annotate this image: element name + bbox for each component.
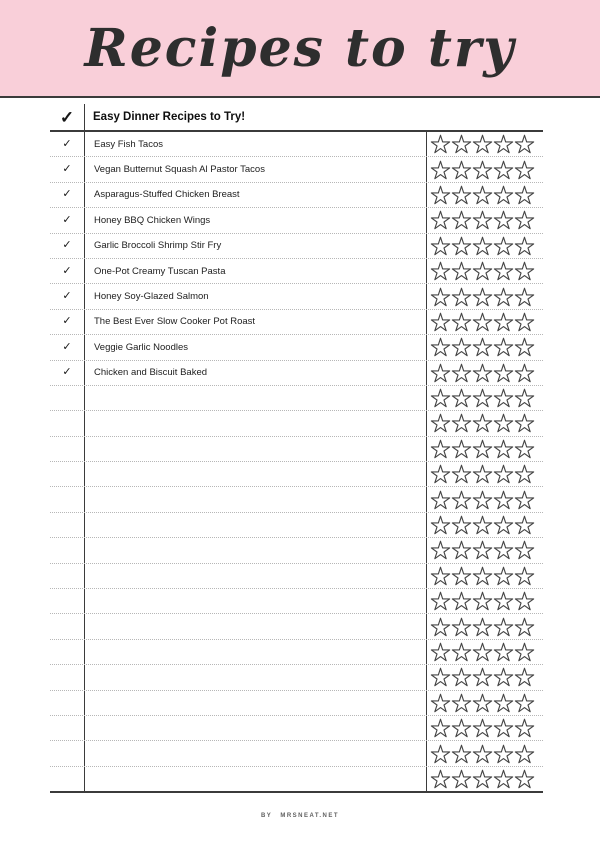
row-check-cell: [50, 538, 85, 562]
star-icon: [514, 616, 535, 638]
table-row: [50, 564, 543, 589]
star-icon: [430, 717, 451, 739]
row-check-cell: [50, 437, 85, 461]
table-header-title: Easy Dinner Recipes to Try!: [93, 111, 246, 123]
star-icon: [451, 616, 472, 638]
rating-stars: [427, 132, 543, 156]
row-check-cell: [50, 234, 85, 258]
recipe-name: [85, 665, 427, 689]
star-icon: [472, 692, 493, 714]
table-row: [50, 640, 543, 665]
star-icon: [451, 362, 472, 384]
recipe-name: [85, 767, 427, 791]
star-icon: [493, 209, 514, 231]
rating-stars: [427, 157, 543, 181]
rating-stars: [427, 767, 543, 791]
star-icon: [514, 489, 535, 511]
rating-stars: [427, 538, 543, 562]
star-icon: [451, 565, 472, 587]
recipe-name: [85, 386, 427, 410]
star-icon: [493, 159, 514, 181]
star-icon: [472, 133, 493, 155]
table-row: [50, 335, 543, 360]
star-icon: [514, 463, 535, 485]
star-icon: [514, 260, 535, 282]
star-icon: [430, 692, 451, 714]
row-check-cell: [50, 259, 85, 283]
footer-credit: BY MRSNEAT.NET: [260, 813, 340, 819]
star-icon: [430, 362, 451, 384]
star-icon: [451, 539, 472, 561]
table-row: [50, 284, 543, 309]
table-row: [50, 614, 543, 639]
star-icon: [514, 565, 535, 587]
star-icon: [451, 692, 472, 714]
table-row: [50, 767, 543, 791]
checkmark-icon: ✓: [62, 290, 72, 303]
recipe-name: Garlic Broccoli Shrimp Stir Fry: [85, 234, 427, 258]
row-check-cell: [50, 640, 85, 664]
recipe-name: Honey Soy-Glazed Salmon: [85, 284, 427, 308]
row-check-cell: [50, 462, 85, 486]
checkmark-icon: ✓: [59, 107, 75, 127]
star-icon: [514, 133, 535, 155]
star-icon: [430, 336, 451, 358]
table-body: [50, 132, 543, 793]
recipe-name: [85, 437, 427, 461]
row-check-cell: [50, 411, 85, 435]
star-icon: [430, 489, 451, 511]
rating-stars: [427, 716, 543, 740]
table-row: [50, 361, 543, 386]
star-icon: [472, 235, 493, 257]
recipe-name: Vegan Butternut Squash Al Pastor Tacos: [85, 157, 427, 181]
star-icon: [514, 438, 535, 460]
rating-stars: [427, 386, 543, 410]
rating-stars: [427, 513, 543, 537]
table-row: [50, 310, 543, 335]
table-row: [50, 208, 543, 233]
table-row: [50, 589, 543, 614]
row-check-cell: [50, 691, 85, 715]
star-icon: [493, 336, 514, 358]
star-icon: [451, 489, 472, 511]
recipe-name: [85, 741, 427, 765]
star-icon: [493, 235, 514, 257]
star-icon: [430, 184, 451, 206]
row-check-cell: [50, 284, 85, 308]
star-icon: [472, 260, 493, 282]
table-row: [50, 741, 543, 766]
star-icon: [472, 311, 493, 333]
row-check-cell: [50, 665, 85, 689]
star-icon: [451, 286, 472, 308]
table-row: [50, 665, 543, 690]
star-icon: [430, 311, 451, 333]
star-icon: [472, 743, 493, 765]
star-icon: [493, 692, 514, 714]
recipe-name: One-Pot Creamy Tuscan Pasta: [85, 259, 427, 283]
star-icon: [514, 590, 535, 612]
star-icon: [430, 565, 451, 587]
star-icon: [451, 184, 472, 206]
rating-stars: [427, 208, 543, 232]
table-row: [50, 513, 543, 538]
recipe-name: Easy Fish Tacos: [85, 132, 427, 156]
checkmark-icon: ✓: [62, 264, 72, 277]
star-icon: [472, 768, 493, 790]
star-icon: [514, 539, 535, 561]
star-icon: [472, 336, 493, 358]
row-check-cell: [50, 335, 85, 359]
star-icon: [430, 412, 451, 434]
rating-stars: [427, 614, 543, 638]
star-icon: [451, 768, 472, 790]
star-icon: [493, 641, 514, 663]
recipe-name: Veggie Garlic Noodles: [85, 335, 427, 359]
star-icon: [451, 514, 472, 536]
star-icon: [493, 133, 514, 155]
star-icon: [472, 489, 493, 511]
star-icon: [472, 438, 493, 460]
rating-stars: [427, 691, 543, 715]
recipe-name: Chicken and Biscuit Baked: [85, 361, 427, 385]
star-icon: [493, 565, 514, 587]
recipe-name: [85, 564, 427, 588]
recipe-name: Asparagus-Stuffed Chicken Breast: [85, 183, 427, 207]
table-row: [50, 157, 543, 182]
row-check-cell: [50, 564, 85, 588]
star-icon: [430, 286, 451, 308]
rating-stars: [427, 310, 543, 334]
star-icon: [514, 387, 535, 409]
star-icon: [493, 539, 514, 561]
star-icon: [451, 159, 472, 181]
checkmark-icon: ✓: [62, 315, 72, 328]
star-icon: [514, 209, 535, 231]
star-icon: [430, 159, 451, 181]
star-icon: [493, 412, 514, 434]
star-icon: [472, 539, 493, 561]
star-icon: [430, 768, 451, 790]
star-icon: [451, 463, 472, 485]
star-icon: [430, 539, 451, 561]
recipe-name: [85, 487, 427, 511]
star-icon: [514, 514, 535, 536]
star-icon: [493, 743, 514, 765]
star-icon: [493, 717, 514, 739]
star-icon: [514, 184, 535, 206]
star-icon: [451, 666, 472, 688]
checkmark-icon: ✓: [62, 163, 72, 176]
star-icon: [451, 743, 472, 765]
star-icon: [514, 311, 535, 333]
star-icon: [514, 717, 535, 739]
table-row: [50, 259, 543, 284]
row-check-cell: [50, 183, 85, 207]
star-icon: [430, 590, 451, 612]
row-check-cell: [50, 208, 85, 232]
row-check-cell: [50, 614, 85, 638]
rating-stars: [427, 487, 543, 511]
recipe-name: [85, 513, 427, 537]
star-icon: [430, 514, 451, 536]
checkmark-icon: ✓: [62, 137, 72, 150]
star-icon: [430, 743, 451, 765]
rating-stars: [427, 665, 543, 689]
row-check-cell: [50, 132, 85, 156]
star-icon: [493, 489, 514, 511]
checkmark-icon: ✓: [62, 188, 72, 201]
rating-stars: [427, 741, 543, 765]
table-row: [50, 538, 543, 563]
table-row: [50, 411, 543, 436]
table-row: [50, 183, 543, 208]
star-icon: [451, 209, 472, 231]
rating-stars: [427, 234, 543, 258]
star-icon: [493, 286, 514, 308]
star-icon: [472, 641, 493, 663]
row-check-cell: [50, 361, 85, 385]
rating-stars: [427, 335, 543, 359]
star-icon: [430, 260, 451, 282]
row-check-cell: [50, 741, 85, 765]
recipe-name: [85, 691, 427, 715]
star-icon: [514, 235, 535, 257]
star-icon: [472, 362, 493, 384]
row-check-cell: [50, 767, 85, 791]
star-icon: [430, 641, 451, 663]
star-icon: [514, 159, 535, 181]
star-icon: [493, 514, 514, 536]
recipe-name: [85, 614, 427, 638]
row-check-cell: [50, 157, 85, 181]
page-title: Recipes to try: [84, 17, 516, 79]
table-row: [50, 132, 543, 157]
row-check-cell: [50, 513, 85, 537]
star-icon: [514, 336, 535, 358]
star-icon: [472, 209, 493, 231]
star-icon: [430, 209, 451, 231]
star-icon: [430, 235, 451, 257]
star-icon: [430, 133, 451, 155]
star-icon: [514, 666, 535, 688]
star-icon: [472, 463, 493, 485]
star-icon: [451, 641, 472, 663]
star-icon: [493, 311, 514, 333]
recipe-name: [85, 589, 427, 613]
star-icon: [493, 387, 514, 409]
rating-stars: [427, 462, 543, 486]
star-icon: [514, 362, 535, 384]
star-icon: [430, 438, 451, 460]
table-row: [50, 234, 543, 259]
star-icon: [451, 387, 472, 409]
star-icon: [472, 159, 493, 181]
star-icon: [472, 286, 493, 308]
star-icon: [472, 616, 493, 638]
star-icon: [493, 463, 514, 485]
star-icon: [430, 666, 451, 688]
recipe-name: [85, 411, 427, 435]
star-icon: [472, 590, 493, 612]
recipe-checklist-table: [50, 104, 543, 793]
recipe-name: [85, 538, 427, 562]
checkmark-icon: ✓: [62, 213, 72, 226]
star-icon: [472, 184, 493, 206]
table-row: [50, 691, 543, 716]
row-check-cell: [50, 487, 85, 511]
table-row: [50, 437, 543, 462]
star-icon: [472, 412, 493, 434]
star-icon: [514, 412, 535, 434]
star-icon: [514, 768, 535, 790]
star-icon: [493, 768, 514, 790]
table-row: [50, 386, 543, 411]
star-icon: [451, 260, 472, 282]
star-icon: [451, 235, 472, 257]
star-icon: [514, 692, 535, 714]
table-row: [50, 462, 543, 487]
row-check-cell: [50, 310, 85, 334]
star-icon: [493, 666, 514, 688]
rating-stars: [427, 183, 543, 207]
star-icon: [472, 666, 493, 688]
star-icon: [493, 616, 514, 638]
star-icon: [451, 438, 472, 460]
star-icon: [430, 463, 451, 485]
table-row: [50, 487, 543, 512]
recipe-name: Honey BBQ Chicken Wings: [85, 208, 427, 232]
row-check-cell: [50, 589, 85, 613]
star-icon: [472, 387, 493, 409]
checkmark-icon: ✓: [62, 239, 72, 252]
recipe-name: [85, 462, 427, 486]
table-header-row: [50, 104, 543, 132]
rating-stars: [427, 564, 543, 588]
star-icon: [451, 311, 472, 333]
star-icon: [430, 616, 451, 638]
header-check-cell: [50, 104, 85, 130]
star-icon: [493, 184, 514, 206]
rating-stars: [427, 589, 543, 613]
checkmark-icon: ✓: [62, 366, 72, 379]
table-row: [50, 716, 543, 741]
row-check-cell: [50, 716, 85, 740]
star-icon: [493, 438, 514, 460]
star-icon: [493, 260, 514, 282]
star-icon: [472, 565, 493, 587]
rating-stars: [427, 284, 543, 308]
page-header-banner: [0, 0, 600, 98]
star-icon: [514, 641, 535, 663]
star-icon: [472, 514, 493, 536]
recipe-name: [85, 716, 427, 740]
rating-stars: [427, 437, 543, 461]
star-icon: [514, 286, 535, 308]
row-check-cell: [50, 386, 85, 410]
star-icon: [451, 133, 472, 155]
star-icon: [493, 362, 514, 384]
rating-stars: [427, 411, 543, 435]
rating-stars: [427, 361, 543, 385]
recipe-name: The Best Ever Slow Cooker Pot Roast: [85, 310, 427, 334]
star-icon: [451, 590, 472, 612]
star-icon: [451, 336, 472, 358]
rating-stars: [427, 259, 543, 283]
checkmark-icon: ✓: [62, 340, 72, 353]
star-icon: [493, 590, 514, 612]
recipe-name: [85, 640, 427, 664]
star-icon: [472, 717, 493, 739]
star-icon: [514, 743, 535, 765]
star-icon: [451, 412, 472, 434]
star-icon: [430, 387, 451, 409]
rating-stars: [427, 640, 543, 664]
star-icon: [451, 717, 472, 739]
